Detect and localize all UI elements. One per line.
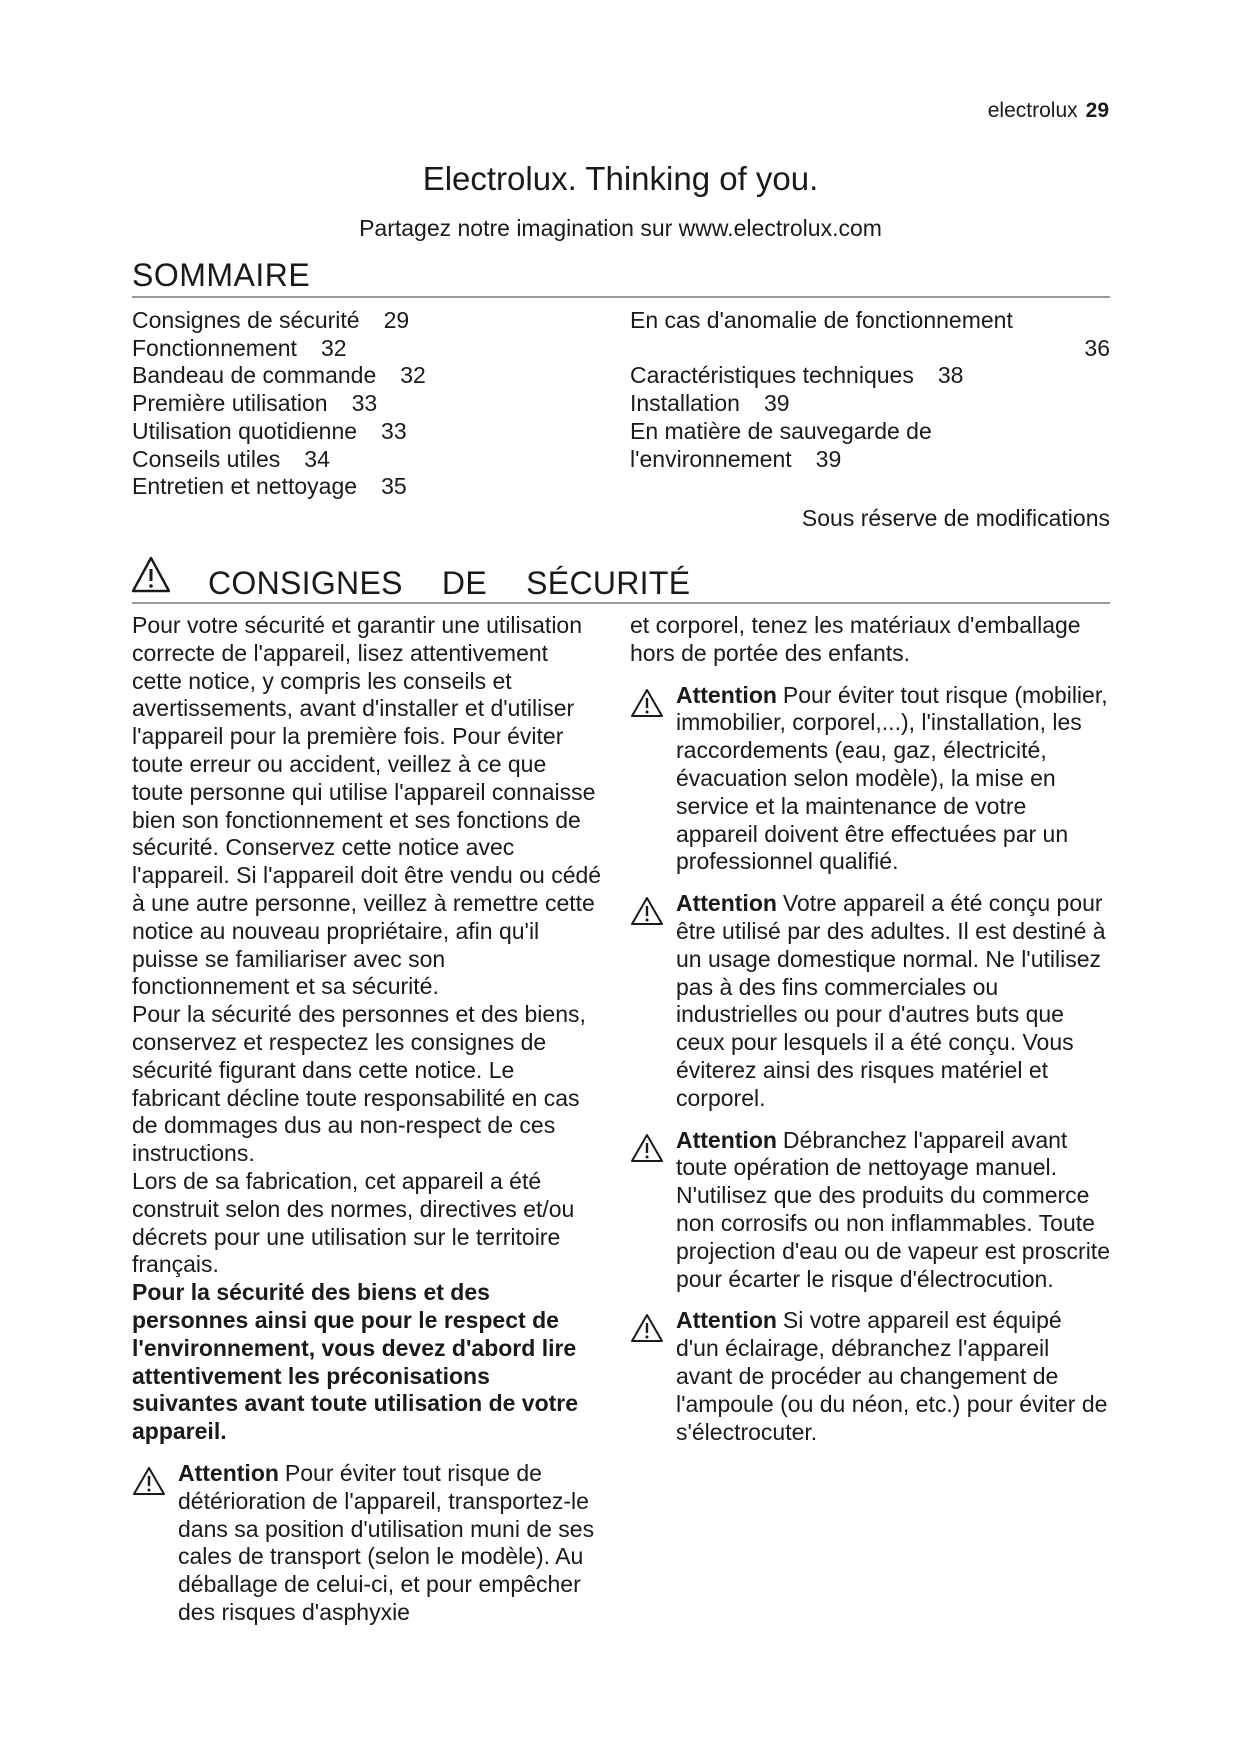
toc-entry-label: Entretien et nettoyage bbox=[132, 473, 358, 500]
warning-label: Attention bbox=[676, 890, 777, 917]
toc-left-column bbox=[132, 307, 426, 501]
toc-right-column bbox=[630, 307, 1110, 473]
toc-entry-label: Installation bbox=[630, 390, 740, 417]
toc-entry-label: Consignes de sécurité bbox=[132, 307, 360, 333]
toc-entry-page: 38 bbox=[937, 362, 964, 389]
toc-entry-label: Caractéristiques techniques bbox=[630, 362, 914, 389]
share-line: Partagez notre imagination sur www.electrolux.com bbox=[359, 215, 882, 241]
toc-entry-page: 39 bbox=[815, 445, 842, 472]
warning-text: Pour éviter tout risque de détérioration de l'appareil, transportez-le dans sa position d'utilisation muni de ses cales de transport (selon le modèle). Au déballage de celui-ci, et pour empêcher des risques d'asphyxie bbox=[178, 1459, 595, 1625]
safety-divider bbox=[132, 602, 1110, 604]
toc-entry-label: Utilisation quotidienne bbox=[132, 417, 358, 444]
warning-icon bbox=[630, 896, 664, 926]
toc-entry bbox=[630, 390, 1110, 418]
modification-note: Sous réserve de modifications bbox=[801, 505, 1110, 531]
warning-block bbox=[630, 682, 1110, 877]
toc-entry bbox=[132, 335, 426, 363]
warning-block bbox=[630, 1127, 1110, 1294]
toc-entry-page: 33 bbox=[351, 390, 378, 417]
toc-entry-page: 34 bbox=[304, 445, 330, 472]
tagline: Electrolux. Thinking of you. bbox=[422, 160, 819, 197]
warning-block bbox=[630, 890, 1110, 1112]
toc-entry-label: Bandeau de commande bbox=[132, 362, 377, 389]
safety-left-column bbox=[132, 612, 602, 1627]
toc-entry-page: 32 bbox=[320, 334, 347, 361]
paragraph: Pour la sécurité des personnes et des biens, conservez et respectez les consignes de sécurité figurant dans cette notice. Le fabricant décline toute responsabilité en cas de dommages dus au non-respect de ces instructions. bbox=[132, 1001, 586, 1167]
paragraph: Pour votre sécurité et garantir une utilisation correcte de l'appareil, lisez attentivement cette notice, y compris les conseils et avertissements, avant d'installer et d'utiliser l'appareil pour la première fois. Pour éviter toute erreur ou accident, veillez à ce que toute personne qui utilise l'appareil connaisse bien son fonctionnement et ses fonctions de sécurité. Conservez cette notice avec l'appareil. Si l'appareil doit être vendu ou cédé à une autre personne, veillez à remettre cette notice au nouveau propriétaire, afin qu'il puisse se familiariser avec son fonctionnement et sa sécurité. bbox=[132, 612, 602, 1000]
toc-entry-label: En cas d'anomalie de fonctionnement bbox=[630, 307, 1013, 333]
toc-entry bbox=[132, 390, 426, 418]
toc-entry-label: Fonctionnement bbox=[132, 334, 297, 361]
toc-entry-page: 39 bbox=[763, 390, 790, 417]
toc-entry-label: Première utilisation bbox=[132, 390, 328, 417]
warning-icon bbox=[630, 1133, 664, 1163]
warning-text: Débranchez l'appareil avant toute opération de nettoyage manuel. N'utilisez que des produits du commerce non corrosifs ou non inflammables. Toute projection d'eau ou de vapeur est proscrite pour écarter le risque d'électrocution. bbox=[676, 1126, 1110, 1292]
warning-block bbox=[630, 1307, 1110, 1446]
toc-entry-page: 36 bbox=[1084, 334, 1110, 361]
toc-entry bbox=[132, 446, 426, 474]
running-header bbox=[988, 99, 1109, 123]
important-notice: Pour la sécurité des biens et des personnes ainsi que pour le respect de l'environnement, vous devez d'abord lire attentivement les préconisations suivantes avant toute utilisation de votre appareil. bbox=[132, 1279, 579, 1445]
warning-label: Attention bbox=[676, 1307, 777, 1334]
brand-name: electrolux bbox=[987, 99, 1078, 122]
page-number: 29 bbox=[1085, 99, 1109, 122]
toc-entry-page: 33 bbox=[381, 417, 407, 444]
warning-triangle-icon bbox=[130, 555, 172, 595]
toc-title: SOMMAIRE bbox=[132, 257, 311, 293]
warning-label: Attention bbox=[676, 1126, 777, 1153]
toc-entry bbox=[630, 362, 1110, 390]
safety-title: CONSIGNES DE SÉCURITÉ bbox=[208, 565, 691, 601]
safety-right-column bbox=[630, 612, 1110, 1446]
paragraph: Lors de sa fabrication, cet appareil a été construit selon des normes, directives et/ou décrets pour une utilisation sur le territoire français. bbox=[132, 1167, 575, 1278]
warning-block bbox=[132, 1460, 602, 1627]
toc-entry-label: En matière de sauvegarde de bbox=[630, 417, 932, 444]
warning-label: Attention bbox=[178, 1459, 279, 1486]
toc-entry bbox=[630, 446, 1110, 474]
toc-entry-page: 35 bbox=[381, 473, 407, 500]
toc-entry-page: 32 bbox=[400, 362, 426, 389]
paragraph: et corporel, tenez les matériaux d'emballage hors de portée des enfants. bbox=[630, 612, 1081, 666]
toc-entry bbox=[132, 473, 426, 501]
warning-text: Si votre appareil est équipé d'un éclairage, débranchez l'appareil avant de procéder au changement de l'ampoule (ou du néon, etc.) pour éviter de s'électrocuter. bbox=[676, 1307, 1108, 1445]
warning-text: Pour éviter tout risque (mobilier, immobilier, corporel,...), l'installation, les raccordements (eau, gaz, électricité, évacuation selon modèle), la mise en service et la maintenance de votre appareil doivent être effectuées par un professionnel qualifié. bbox=[676, 681, 1108, 875]
toc-entry bbox=[132, 307, 426, 335]
toc-entry-label: Conseils utiles bbox=[132, 445, 281, 472]
warning-text: Votre appareil a été conçu pour être utilisé par des adultes. Il est destiné à un usage domestique normal. Ne l'utilisez pas à des fins commerciales ou industrielles ou pour d'autres buts que ceux pour lesquels il a été conçu. Vous éviterez ainsi des risques matériel et corporel. bbox=[676, 890, 1106, 1111]
warning-icon bbox=[630, 1313, 664, 1343]
warning-icon bbox=[132, 1466, 166, 1496]
toc-entry bbox=[132, 362, 426, 390]
warning-label: Attention bbox=[676, 681, 777, 708]
toc-entry-page: 29 bbox=[383, 307, 410, 333]
toc-divider bbox=[132, 296, 1110, 298]
toc-entry-label: l'environnement bbox=[630, 445, 792, 472]
warning-icon bbox=[630, 688, 664, 718]
toc-entry bbox=[132, 418, 426, 446]
